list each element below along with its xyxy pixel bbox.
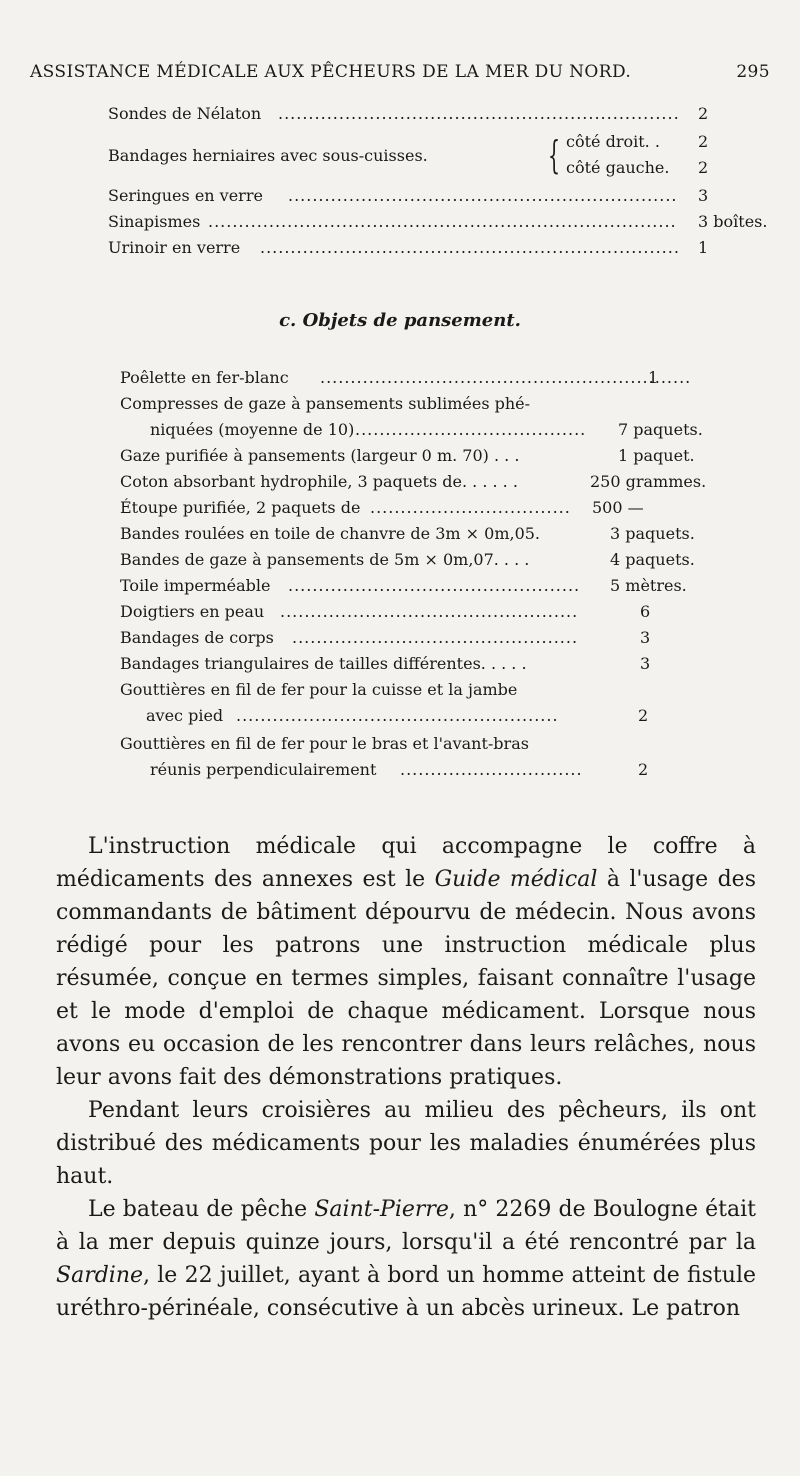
item-qty: 1 paquet.	[618, 446, 695, 465]
leader-dots	[400, 760, 580, 780]
section-title: c. Objets de pansement.	[279, 310, 521, 331]
item-qty: 3	[640, 654, 651, 673]
item-label: Urinoir en verre	[108, 238, 241, 257]
item-qty: 4 paquets.	[610, 550, 695, 569]
item-qty: 2	[698, 132, 709, 151]
item-qty: 3 boîtes.	[698, 212, 768, 231]
item-label: Doigtiers en peau	[120, 602, 265, 621]
leader-dots	[355, 420, 585, 440]
leader-dots	[370, 498, 570, 518]
item-label: Sondes de Nélaton	[108, 104, 262, 123]
item-label: Gouttières en fil de fer pour la cuisse et la jambe	[120, 680, 518, 699]
item-qty: 500 —	[592, 498, 644, 517]
text-run: , n° 2269 de Boulogne était à la mer depuis quinze jours, lorsqu'il a été rencontré par la	[56, 1197, 756, 1255]
leader-dots	[236, 706, 556, 726]
option-left: côté gauche.	[566, 158, 670, 177]
item-qty: 3 paquets.	[610, 524, 695, 543]
item-qty: 250 grammes.	[590, 472, 707, 491]
item-label: Toile imperméable	[120, 576, 271, 595]
item-qty: 2	[638, 760, 649, 779]
text-run-italic: Guide médical	[434, 867, 598, 892]
leader-dots	[320, 368, 690, 388]
text-run: L'instruction médicale qui accompagne le coffre à médicaments des annexes est le	[56, 834, 756, 892]
leader-dots	[208, 212, 678, 232]
item-label: Compresses de gaze à pansements sublimées phé-	[120, 394, 531, 413]
item-qty: 2	[638, 706, 649, 725]
item-label: réunis perpendiculairement	[150, 760, 377, 779]
leader-dots	[278, 104, 678, 124]
text-run: à l'usage des commandants de bâtiment dépourvu de médecin. Nous avons rédigé pour les patrons une instruction médicale plus résumée, conçue en termes simples, faisant connaître l'usage et le mode d'emploi de chaque médicament. Lorsque nous avons eu occasion de les rencontrer dans leurs relâches, nous leur avons fait des démonstrations pratiques.	[56, 867, 756, 1090]
item-label: Seringues en verre	[108, 186, 263, 205]
brace-icon: {	[548, 133, 561, 177]
page-number: 295	[736, 62, 770, 82]
paragraph	[56, 830, 756, 1094]
paragraph: Pendant leurs croisières au milieu des pêcheurs, ils ont distribué des médicaments pour les maladies énumérées plus haut.	[56, 1098, 756, 1189]
item-qty: 6	[640, 602, 651, 621]
item-qty: 2	[698, 104, 709, 123]
item-label: Étoupe purifiée, 2 paquets de	[120, 498, 361, 517]
paragraph	[56, 1193, 756, 1325]
item-label: Poêlette en fer-blanc	[120, 368, 289, 387]
option-right: côté droit. .	[566, 132, 660, 151]
item-qty: 1	[648, 368, 659, 387]
leader-dots	[288, 576, 578, 596]
leader-dots	[288, 186, 678, 206]
item-label: Sinapismes	[108, 212, 201, 231]
text-run-italic: Sardine	[56, 1263, 144, 1288]
item-qty: 1	[698, 238, 709, 257]
item-label: avec pied	[146, 706, 224, 725]
leader-dots	[280, 602, 578, 622]
item-label: Bandes roulées en toile de chanvre de 3m × 0m,05.	[120, 524, 541, 543]
item-qty: 7 paquets.	[618, 420, 703, 439]
text-run-italic: Saint-Pierre	[314, 1197, 449, 1222]
item-label: Gouttières en fil de fer pour le bras et l'avant-bras	[120, 734, 529, 753]
item-label: Bandages de corps	[120, 628, 274, 647]
running-title: ASSISTANCE MÉDICALE AUX PÊCHEURS DE LA MER DU NORD.	[30, 62, 632, 82]
text-run: , le 22 juillet, ayant à bord un homme atteint de fistule uréthro-périnéale, consécutive à un abcès urineux. Le patron	[56, 1263, 756, 1321]
item-label: Bandages herniaires avec sous-cuisses.	[108, 146, 428, 165]
item-qty: 5 mètres.	[610, 576, 687, 595]
item-label: Bandages triangulaires de tailles différentes. . . . .	[120, 654, 527, 673]
item-label: Bandes de gaze à pansements de 5m × 0m,07. . . .	[120, 550, 530, 569]
item-qty: 3	[698, 186, 709, 205]
item-qty: 3	[640, 628, 651, 647]
item-label: niquées (moyenne de 10)	[150, 420, 355, 439]
bandages-herniaires	[108, 132, 748, 182]
item-label: Gaze purifiée à pansements (largeur 0 m. 70) . . .	[120, 446, 520, 465]
leader-dots	[260, 238, 678, 258]
text-run: Le bateau de pêche	[88, 1197, 315, 1222]
item-qty: 2	[698, 158, 709, 177]
item-label: Coton absorbant hydrophile, 3 paquets de. . . . . .	[120, 472, 518, 491]
body-text	[56, 830, 756, 1325]
leader-dots	[292, 628, 578, 648]
